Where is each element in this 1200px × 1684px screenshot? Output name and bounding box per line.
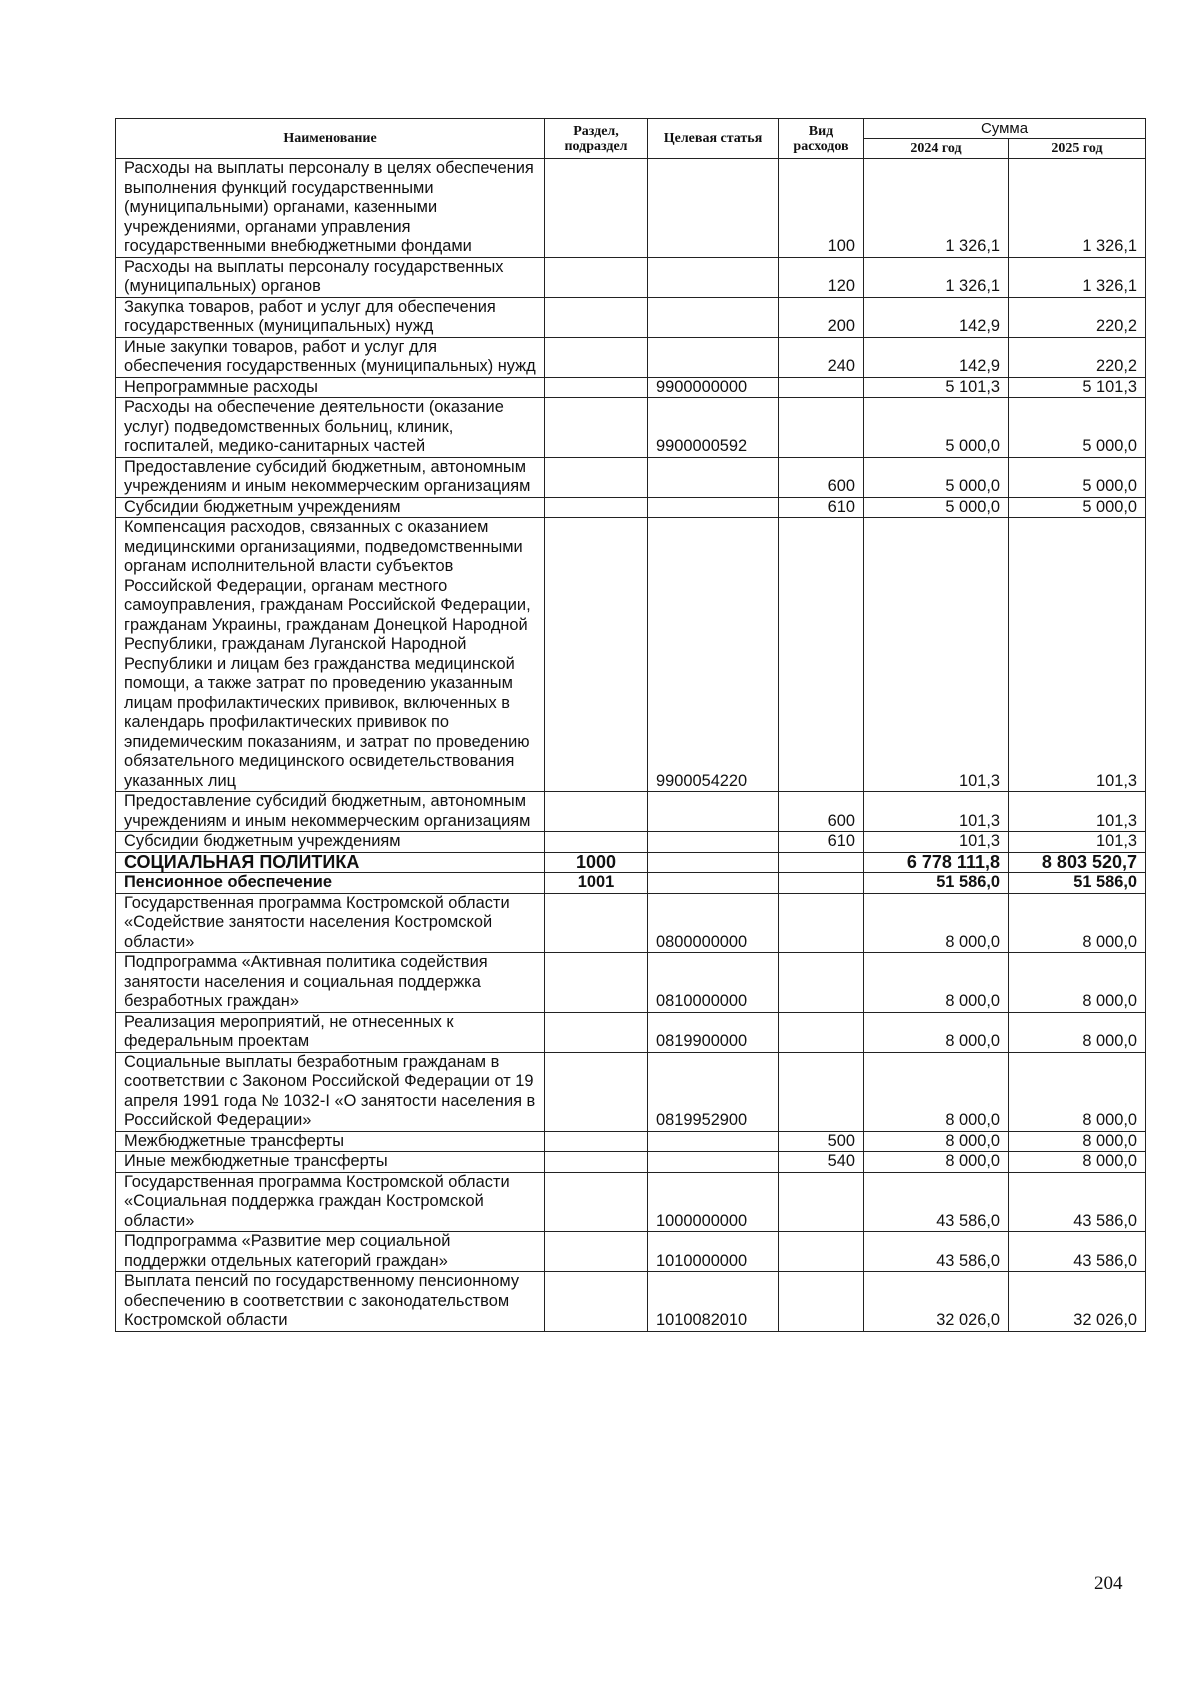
row-name: Расходы на обеспечение деятельности (оказание услуг) подведомственных больниц, клиник, госпиталей, медико-санитарных частей [116,398,545,458]
row-name: Расходы на выплаты персоналу в целях обеспечения выполнения функций государственными (муниципальными) органами, казенными учреждениями, органами управления государственными внебюджетными фондами [116,159,545,258]
col-header-name: Наименование [116,119,545,159]
row-sum-2025: 51 586,0 [1009,873,1146,894]
row-name: Социальные выплаты безработным гражданам в соответствии с Законом Российской Федерации от 19 апреля 1991 года № 1032-I «О занятости населения в Российской Федерации» [116,1052,545,1131]
row-name: Субсидии бюджетным учреждениям [116,497,545,518]
row-sum-2024: 1 326,1 [864,159,1009,258]
table-body [116,159,1146,1332]
table-row [116,518,1146,792]
row-sum-2025: 5 000,0 [1009,497,1146,518]
row-kind: 100 [779,159,864,258]
row-sum-2024: 32 026,0 [864,1272,1009,1332]
row-section [545,377,648,398]
row-sum-2024: 8 000,0 [864,953,1009,1013]
row-section [545,1232,648,1272]
row-target: 0819900000 [648,1012,779,1052]
table-row [116,792,1146,832]
row-sum-2024: 101,3 [864,832,1009,853]
row-section: 1001 [545,873,648,894]
row-sum-2024: 5 101,3 [864,377,1009,398]
row-sum-2025: 5 000,0 [1009,398,1146,458]
row-kind [779,873,864,894]
row-sum-2025: 43 586,0 [1009,1232,1146,1272]
row-sum-2025: 8 000,0 [1009,953,1146,1013]
row-name: Непрограммные расходы [116,377,545,398]
row-sum-2025: 101,3 [1009,518,1146,792]
row-section [545,497,648,518]
row-sum-2025: 220,2 [1009,297,1146,337]
row-target: 0810000000 [648,953,779,1013]
table-row [116,257,1146,297]
row-target [648,792,779,832]
row-kind [779,398,864,458]
row-target [648,1152,779,1173]
row-section [545,398,648,458]
row-target [648,297,779,337]
table-row [116,1052,1146,1131]
row-target: 1010000000 [648,1232,779,1272]
row-kind [779,1012,864,1052]
row-kind: 610 [779,832,864,853]
row-section [545,337,648,377]
row-target [648,852,779,873]
row-section [545,257,648,297]
row-kind: 120 [779,257,864,297]
row-kind: 600 [779,792,864,832]
row-target: 1000000000 [648,1172,779,1232]
row-target: 9900000000 [648,377,779,398]
row-section: 1000 [545,852,648,873]
row-sum-2024: 51 586,0 [864,873,1009,894]
row-target: 9900054220 [648,518,779,792]
row-target [648,832,779,853]
row-name: Предоставление субсидий бюджетным, автономным учреждениям и иным некоммерческим организациям [116,792,545,832]
row-kind: 240 [779,337,864,377]
table-row [116,377,1146,398]
col-header-kind: Вид расходов [779,119,864,159]
row-sum-2025: 43 586,0 [1009,1172,1146,1232]
row-kind: 540 [779,1152,864,1173]
row-kind [779,518,864,792]
table-row [116,1131,1146,1152]
row-kind [779,377,864,398]
row-kind [779,1232,864,1272]
row-name: Пенсионное обеспечение [116,873,545,894]
row-sum-2025: 8 000,0 [1009,1052,1146,1131]
col-header-sum: Сумма [864,119,1146,139]
row-section [545,893,648,953]
row-kind [779,852,864,873]
row-name: Иные межбюджетные трансферты [116,1152,545,1173]
row-section [545,518,648,792]
row-sum-2025: 8 000,0 [1009,1152,1146,1173]
row-sum-2024: 5 000,0 [864,497,1009,518]
row-sum-2025: 220,2 [1009,337,1146,377]
row-sum-2024: 142,9 [864,337,1009,377]
row-section [545,1052,648,1131]
table-row [116,497,1146,518]
row-sum-2025: 8 803 520,7 [1009,852,1146,873]
table-row [116,297,1146,337]
row-name: Предоставление субсидий бюджетным, автономным учреждениям и иным некоммерческим организациям [116,457,545,497]
row-kind [779,1052,864,1131]
col-header-section: Раздел, подраздел [545,119,648,159]
row-kind: 600 [779,457,864,497]
row-kind [779,953,864,1013]
row-name: Реализация мероприятий, не отнесенных к федеральным проектам [116,1012,545,1052]
row-name: СОЦИАЛЬНАЯ ПОЛИТИКА [116,852,545,873]
row-target: 0819952900 [648,1052,779,1131]
table-row [116,398,1146,458]
row-sum-2024: 101,3 [864,518,1009,792]
row-section [545,457,648,497]
row-name: Межбюджетные трансферты [116,1131,545,1152]
row-target: 9900000592 [648,398,779,458]
row-sum-2024: 1 326,1 [864,257,1009,297]
table-row [116,832,1146,853]
row-target: 1010082010 [648,1272,779,1332]
table-row [116,953,1146,1013]
row-name: Подпрограмма «Развитие мер социальной поддержки отдельных категорий граждан» [116,1232,545,1272]
row-sum-2025: 32 026,0 [1009,1272,1146,1332]
row-sum-2024: 5 000,0 [864,457,1009,497]
row-name: Субсидии бюджетным учреждениям [116,832,545,853]
table-row [116,873,1146,894]
budget-table [115,118,1146,1332]
table-row [116,1172,1146,1232]
row-target [648,873,779,894]
table-row [116,159,1146,258]
table-row [116,337,1146,377]
row-sum-2024: 5 000,0 [864,398,1009,458]
row-sum-2024: 6 778 111,8 [864,852,1009,873]
row-target [648,497,779,518]
table-row [116,1272,1146,1332]
row-sum-2024: 43 586,0 [864,1172,1009,1232]
row-section [545,297,648,337]
row-kind: 500 [779,1131,864,1152]
row-target: 0800000000 [648,893,779,953]
row-sum-2025: 5 101,3 [1009,377,1146,398]
col-header-2024: 2024 год [864,139,1009,159]
row-sum-2024: 8 000,0 [864,1052,1009,1131]
row-name: Компенсация расходов, связанных с оказанием медицинскими организациями, подведомственными органам исполнительной власти субъектов Российской Федерации, органам местного самоуправления, гражданам Российской Федерации, гражданам Украины, гражданам Донецкой Народной Республики, гражданам Луганской Народной Республики и лицам без гражданства медицинской помощи, а также затрат по проведению указанным лицам профилактических прививок, включенных в календарь профилактических прививок по эпидемическим показаниям, и затрат по проведению обязательного медицинского освидетельствования указанных лиц [116,518,545,792]
row-sum-2024: 8 000,0 [864,1131,1009,1152]
col-header-2025: 2025 год [1009,139,1146,159]
row-section [545,832,648,853]
row-target [648,457,779,497]
row-sum-2024: 8 000,0 [864,1012,1009,1052]
row-target [648,257,779,297]
row-name: Подпрограмма «Активная политика содействия занятости населения и социальная поддержка безработных граждан» [116,953,545,1013]
col-header-target: Целевая статья [648,119,779,159]
table-row [116,1152,1146,1173]
row-name: Закупка товаров, работ и услуг для обеспечения государственных (муниципальных) нужд [116,297,545,337]
row-sum-2025: 1 326,1 [1009,257,1146,297]
row-sum-2025: 5 000,0 [1009,457,1146,497]
row-target [648,337,779,377]
row-kind [779,893,864,953]
row-name: Государственная программа Костромской области «Социальная поддержка граждан Костромской области» [116,1172,545,1232]
budget-table-container [115,118,1145,1332]
page-number: 204 [1094,1573,1123,1594]
row-section [545,953,648,1013]
row-sum-2025: 8 000,0 [1009,1012,1146,1052]
row-section [545,1012,648,1052]
table-row [116,1012,1146,1052]
row-name: Государственная программа Костромской области «Содействие занятости населения Костромской области» [116,893,545,953]
row-sum-2025: 101,3 [1009,792,1146,832]
row-name: Выплата пенсий по государственному пенсионному обеспечению в соответствии с законодательством Костромской области [116,1272,545,1332]
row-target [648,1131,779,1152]
row-section [545,1152,648,1173]
row-kind [779,1272,864,1332]
table-row [116,893,1146,953]
row-sum-2024: 101,3 [864,792,1009,832]
row-kind: 200 [779,297,864,337]
row-name: Расходы на выплаты персоналу государственных (муниципальных) органов [116,257,545,297]
row-sum-2025: 101,3 [1009,832,1146,853]
header-row [116,119,1146,139]
row-sum-2025: 1 326,1 [1009,159,1146,258]
row-section [545,792,648,832]
table-row [116,1232,1146,1272]
row-kind: 610 [779,497,864,518]
row-section [545,159,648,258]
table-row [116,852,1146,873]
row-sum-2024: 8 000,0 [864,1152,1009,1173]
row-sum-2024: 43 586,0 [864,1232,1009,1272]
table-row [116,457,1146,497]
row-sum-2024: 142,9 [864,297,1009,337]
row-kind [779,1172,864,1232]
row-section [545,1172,648,1232]
row-section [545,1131,648,1152]
row-sum-2024: 8 000,0 [864,893,1009,953]
row-name: Иные закупки товаров, работ и услуг для обеспечения государственных (муниципальных) нужд [116,337,545,377]
row-section [545,1272,648,1332]
row-sum-2025: 8 000,0 [1009,893,1146,953]
row-target [648,159,779,258]
row-sum-2025: 8 000,0 [1009,1131,1146,1152]
